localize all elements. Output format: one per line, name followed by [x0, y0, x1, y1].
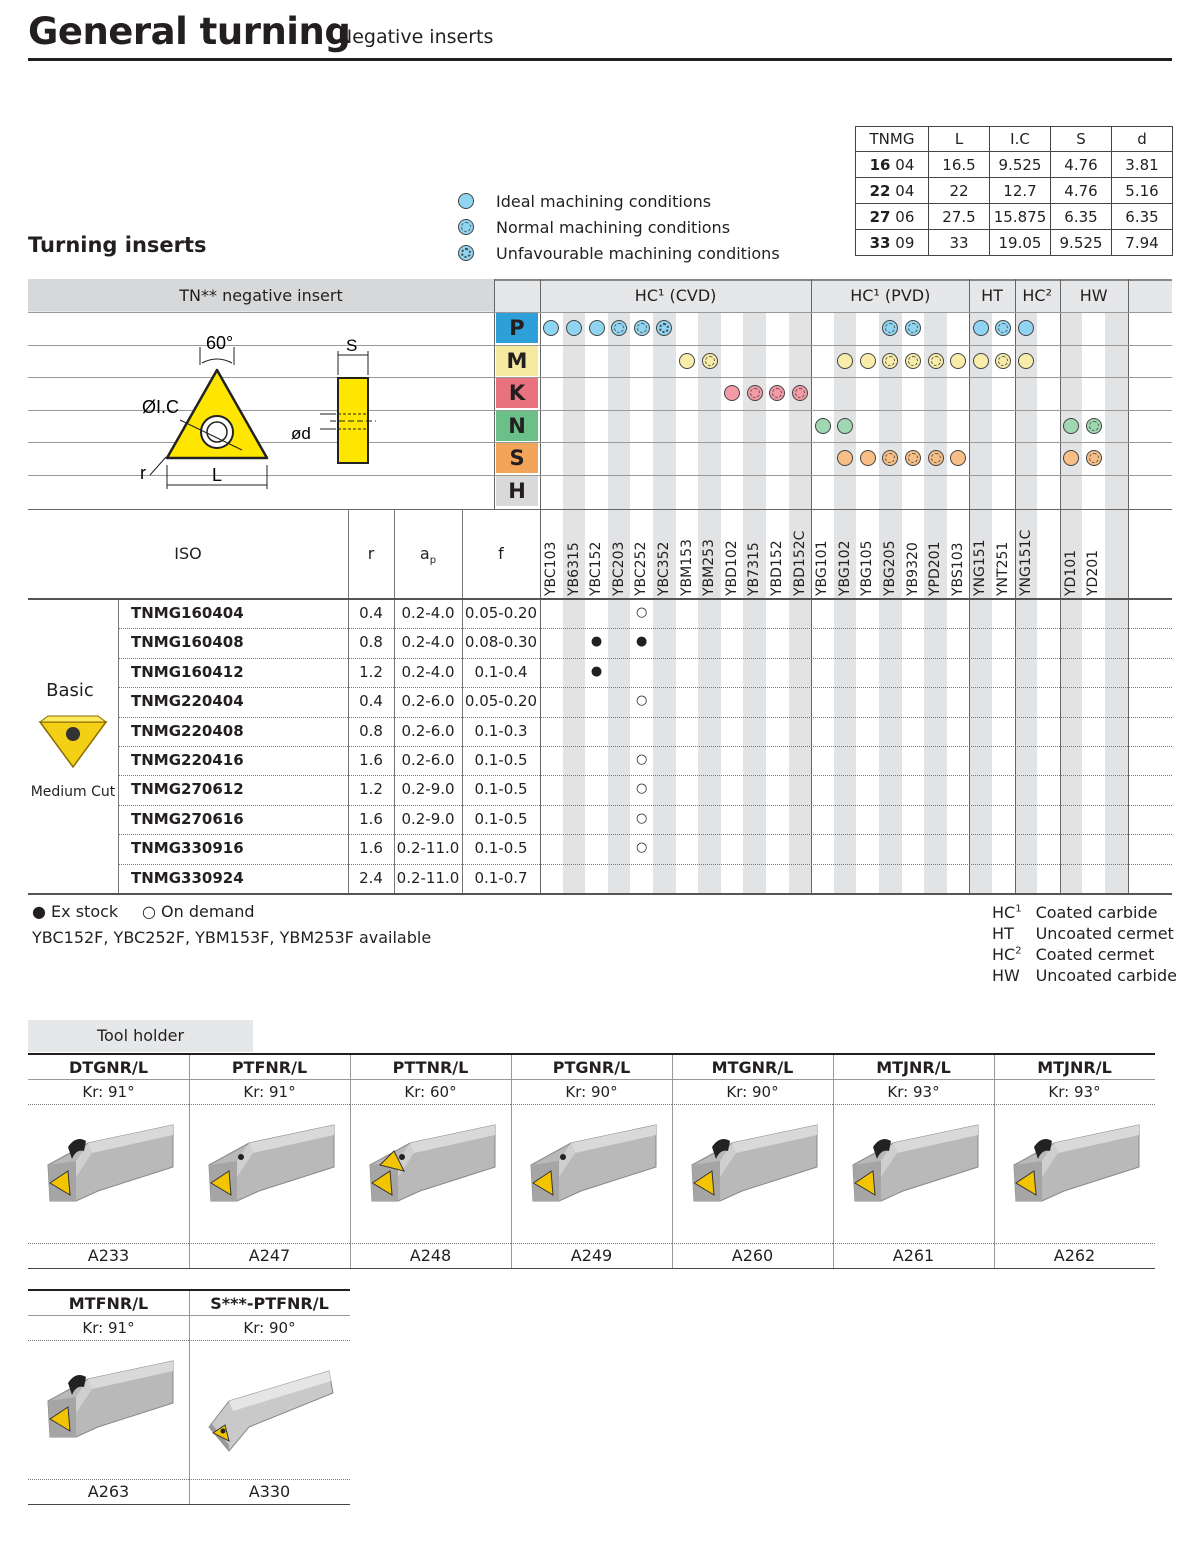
holder-picture: [994, 1105, 1155, 1241]
hc-code: $HC^2$: [992, 945, 1022, 964]
group-separator: [1015, 279, 1016, 893]
holder-name: MTFNR/L: [28, 1289, 189, 1316]
holder-image: [28, 1105, 189, 1241]
hc-code: HW: [992, 966, 1020, 985]
applicability-circle-icon: [724, 385, 740, 401]
holder-name: PTGNR/L: [511, 1053, 672, 1080]
holder-name: PTTNR/L: [350, 1053, 511, 1080]
row-divider: [118, 834, 1172, 835]
ap-sub: p: [429, 555, 437, 567]
radius-value: 1.6: [359, 809, 383, 828]
insert-thumb-hole: [66, 727, 80, 741]
dims-value-cell: 4.76: [1051, 178, 1112, 204]
applicability-circle-icon: [882, 353, 898, 369]
legend-ideal: [458, 188, 780, 214]
dims-value-cell: 4.76: [1051, 152, 1112, 178]
ap-label: a: [419, 544, 430, 563]
ic-label: ØI.C: [142, 397, 180, 417]
holder-image: [350, 1105, 511, 1241]
tool-holder-card: [189, 1053, 350, 1269]
grade-name: YD101: [1062, 549, 1079, 596]
dims-size-cell: 27 06: [856, 204, 929, 230]
section-title: Turning inserts: [28, 233, 207, 257]
radius-value: 0.8: [359, 633, 383, 652]
insert-hole-inner-shape: [207, 422, 227, 442]
grade-column-stripe: [879, 312, 902, 893]
applicability-circle-icon: [1086, 450, 1102, 466]
grade-column-stripe: [563, 312, 586, 893]
applicability-circle-icon: [1063, 418, 1079, 434]
holder-image: [28, 1341, 189, 1477]
holder-page-link[interactable]: A249: [511, 1243, 672, 1269]
holder-name: DTGNR/L: [28, 1053, 189, 1080]
on-demand-legend: ○ On demand: [142, 902, 255, 921]
ideal-circle-icon: [458, 193, 474, 209]
grade-column-stripe: [698, 312, 721, 893]
ap-value: 0.2-11.0: [396, 839, 460, 858]
insert-header: TN** negative insert: [179, 286, 343, 305]
applicability-circle-icon: [905, 450, 921, 466]
material-row-line: [28, 312, 1172, 313]
hc-code: $HC^1$: [992, 903, 1022, 922]
ap-value: 0.2-9.0: [401, 780, 455, 799]
iso-code: TNMG160412: [131, 662, 244, 681]
iso-code: TNMG220404: [131, 692, 244, 711]
holder-page-link[interactable]: A330: [189, 1479, 350, 1505]
grade-column-stripe: [1015, 312, 1038, 893]
legend-unfav: [458, 240, 780, 266]
ap-value: 0.2-9.0: [401, 809, 455, 828]
hc-desc: Coated carbide: [1035, 903, 1158, 922]
grade-column-stripe: [1060, 312, 1083, 893]
l-label: L: [212, 465, 223, 485]
holder-page-link[interactable]: A262: [994, 1243, 1155, 1269]
grade-name: YNG151: [972, 539, 989, 596]
col-header-f: f: [498, 544, 504, 563]
holder-name: MTJNR/L: [833, 1053, 994, 1080]
group-header-pvd: HC¹ (PVD): [850, 286, 931, 305]
grade-name: YBG205: [882, 540, 898, 596]
hc-legend-row: [992, 944, 1183, 965]
insert-thumbnail: [38, 712, 108, 772]
insert-cut-type: Medium Cut: [30, 784, 116, 800]
material-label-M: M: [496, 346, 538, 376]
grade-column-stripe: [969, 312, 992, 893]
applicability-circle-icon: [611, 320, 627, 336]
applicability-circle-icon: [837, 450, 853, 466]
ap-value: 0.2-6.0: [401, 692, 455, 711]
dims-row: [856, 178, 1173, 204]
f-value: 0.1-0.4: [474, 662, 528, 681]
tool-holder-card: [672, 1053, 833, 1269]
iso-code: TNMG160404: [131, 604, 244, 622]
holder-picture: [511, 1105, 672, 1241]
grade-name: YPD201: [927, 541, 944, 596]
iso-code: TNMG270616: [131, 809, 244, 828]
ap-value: 0.2-6.0: [401, 751, 455, 769]
applicability-circle-icon: [543, 320, 559, 336]
available-note: YBC152F, YBC252F, YBM153F, YBM253F available: [32, 928, 432, 947]
group-separator: [540, 279, 541, 893]
normal-circle-icon: [458, 219, 474, 235]
page-title: General turning: [28, 10, 351, 53]
applicability-circle-icon: [837, 418, 853, 434]
grade-column-stripe: [834, 312, 857, 893]
col-header-iso: ISO: [174, 544, 202, 563]
angle-label: 60°: [206, 333, 234, 353]
hc-desc: Coated cermet: [1035, 945, 1155, 964]
ap-value: 0.2-4.0: [401, 633, 455, 652]
page-subtitle: Negative inserts: [338, 26, 494, 48]
tool-holder-card: [511, 1053, 672, 1269]
holder-name: S***-PTFNR/L: [189, 1289, 350, 1316]
holder-image: [511, 1105, 672, 1241]
grade-column-stripe: [924, 312, 947, 893]
dims-value-cell: 19.05: [990, 230, 1051, 256]
dims-row: [856, 230, 1173, 256]
dims-value-cell: 9.525: [1051, 230, 1112, 256]
applicability-circle-icon: [792, 385, 808, 401]
holder-kr: Kr: 91°: [28, 1079, 189, 1105]
holder-page-link[interactable]: A263: [28, 1479, 189, 1505]
dims-value-cell: 3.81: [1112, 152, 1173, 178]
applicability-circle-icon: [1018, 320, 1034, 336]
material-label-S: S: [496, 443, 538, 473]
dims-value-cell: 6.35: [1112, 204, 1173, 230]
ex-stock-mark: ●: [590, 663, 603, 679]
grade-name: YBD152C: [791, 530, 808, 596]
grade-name: YBM153: [678, 539, 695, 596]
dims-value-cell: 15.875: [990, 204, 1051, 230]
holder-picture: [833, 1105, 994, 1241]
grade-name: YBC103: [543, 541, 559, 596]
f-value: 0.05-0.20: [464, 604, 538, 622]
hc-code: HT: [992, 924, 1014, 943]
holder-image: [672, 1105, 833, 1241]
holder-picture: [672, 1105, 833, 1241]
on-demand-mark: ○: [636, 752, 648, 767]
radius-value: 0.8: [359, 721, 383, 740]
tool-holder-card: [833, 1053, 994, 1269]
grade-name: YB7315: [746, 542, 763, 596]
grade-name: YBC352: [656, 541, 672, 596]
dims-value-cell: 33: [929, 230, 990, 256]
ex-stock-mark: ●: [590, 634, 603, 650]
holder-picture: [28, 1341, 189, 1477]
group-header-ht: HT: [981, 286, 1003, 305]
on-demand-mark: ○: [636, 840, 648, 856]
row-divider: [118, 775, 1172, 776]
holder-kr: Kr: 60°: [350, 1079, 511, 1105]
grade-name: YBG102: [836, 540, 853, 596]
holder-page-link[interactable]: A260: [672, 1243, 833, 1269]
applicability-circle-icon: [973, 353, 989, 369]
holder-picture: [350, 1105, 511, 1241]
group-separator: [1128, 279, 1129, 893]
applicability-circle-icon: [679, 353, 695, 369]
grade-column-stripe: [653, 312, 676, 893]
col-header-r: r: [367, 544, 375, 563]
dims-row: [856, 204, 1173, 230]
grade-column-stripe: [1105, 312, 1128, 893]
on-demand-mark: ○: [636, 693, 648, 709]
applicability-circle-icon: [905, 353, 921, 369]
holder-page-link[interactable]: A261: [833, 1243, 994, 1269]
f-value: 0.1-0.5: [474, 751, 528, 769]
iso-code: TNMG220416: [131, 751, 244, 769]
s-label: S: [346, 336, 358, 355]
applicability-circle-icon: [1018, 353, 1034, 369]
applicability-circle-icon: [860, 353, 876, 369]
hc-desc: Uncoated carbide: [1035, 966, 1177, 985]
tool-holder-label: Tool holder: [28, 1020, 253, 1052]
holder-page-link[interactable]: A247: [189, 1243, 350, 1269]
r-leader: [150, 457, 166, 475]
grade-column-stripe: [608, 312, 631, 893]
applicability-circle-icon: [815, 418, 831, 434]
applicability-circle-icon: [973, 320, 989, 336]
grade-name: YBG101: [814, 540, 831, 596]
holder-picture: [189, 1341, 350, 1477]
d-label: ød: [291, 424, 311, 443]
grade-name: YBM253: [701, 539, 718, 596]
applicability-circle-icon: [860, 450, 876, 466]
holder-picture: [189, 1105, 350, 1241]
group-header-hw: HW: [1079, 286, 1108, 305]
f-value: 0.1-0.5: [474, 780, 528, 799]
row-divider: [118, 628, 1172, 629]
holder-image: [189, 1105, 350, 1241]
holder-name: MTJNR/L: [994, 1053, 1155, 1080]
holder-name: PTFNR/L: [189, 1053, 350, 1080]
dims-value-cell: 7.94: [1112, 230, 1173, 256]
group-header-hc2: HC²: [1022, 286, 1052, 305]
hc-desc: Uncoated cermet: [1035, 924, 1174, 943]
grade-name: YD201: [1085, 549, 1102, 596]
material-label-K: K: [496, 378, 538, 408]
holder-image: [833, 1105, 994, 1241]
dims-value-cell: 22: [929, 178, 990, 204]
applicability-circle-icon: [769, 385, 785, 401]
applicability-circle-icon: [995, 353, 1011, 369]
f-value: 0.1-0.5: [474, 809, 528, 828]
holder-kr: Kr: 91°: [28, 1315, 189, 1341]
radius-value: 1.2: [359, 780, 383, 799]
iso-code: TNMG220408: [131, 721, 244, 740]
radius-value: 0.4: [359, 692, 383, 711]
holder-kr: Kr: 93°: [994, 1079, 1155, 1105]
unfav-circle-icon: [458, 245, 474, 261]
grade-name: YB9320: [904, 542, 921, 596]
grade-name: YB6315: [565, 542, 582, 596]
row-divider: [118, 717, 1172, 718]
group-separator: [811, 279, 812, 893]
title-rule: [28, 58, 1172, 61]
applicability-circle-icon: [1063, 450, 1079, 466]
applicability-circle-icon: [950, 450, 966, 466]
row-divider: [118, 746, 1172, 747]
applicability-circle-icon: [747, 385, 763, 401]
group-separator: [1060, 279, 1061, 893]
material-label-N: N: [496, 411, 538, 441]
dims-value-cell: 6.35: [1051, 204, 1112, 230]
radius-value: 1.6: [359, 839, 383, 858]
iso-code: TNMG270612: [131, 780, 244, 799]
hc-legend: [992, 902, 1183, 986]
holder-kr: Kr: 90°: [189, 1315, 350, 1341]
applicability-circle-icon: [566, 320, 582, 336]
holder-picture: [28, 1105, 189, 1241]
row-divider: [118, 864, 1172, 865]
dims-header-row: [856, 127, 1173, 152]
insert-thumb-top: [40, 716, 106, 722]
dims-value-cell: 27.5: [929, 204, 990, 230]
col-header-ap: [394, 544, 462, 566]
on-demand-mark: ○: [636, 810, 648, 826]
iso-code: TNMG330916: [131, 839, 244, 858]
applicability-circle-icon: [950, 353, 966, 369]
legend-normal: [458, 214, 780, 240]
tool-holder-card: [994, 1053, 1155, 1269]
tool-holder-card: [28, 1053, 189, 1269]
dims-value-cell: 9.525: [990, 152, 1051, 178]
f-value: 0.1-0.3: [474, 721, 528, 740]
f-value: 0.05-0.20: [464, 692, 538, 711]
grade-name: YBC152: [588, 541, 605, 596]
grade-name: YNG151C: [1017, 529, 1034, 596]
r-label: r: [140, 463, 146, 483]
ex-stock-mark: ●: [636, 634, 648, 650]
applicability-circle-icon: [589, 320, 605, 336]
row-divider: [118, 687, 1172, 688]
grade-name: YBD102: [723, 540, 740, 596]
legend-unfav-label: Unfavourable machining conditions: [496, 243, 780, 263]
dims-size-cell: 22 04: [856, 178, 929, 204]
grade-name: YNT251: [995, 541, 1011, 596]
table-bottom-line: [28, 893, 1172, 895]
header-bottom-line: [28, 598, 1172, 600]
ap-value: 0.2-4.0: [401, 604, 455, 622]
hc-legend-row: [992, 923, 1183, 944]
applicability-circle-icon: [905, 320, 921, 336]
row-divider: [118, 658, 1172, 659]
f-value: 0.1-0.5: [474, 839, 528, 858]
grade-name-line: [28, 509, 1172, 510]
insert-diagram: [130, 325, 390, 495]
iso-code: TNMG160408: [131, 633, 244, 652]
tool-holder-card: [28, 1289, 189, 1505]
ex-stock-legend: ● Ex stock: [32, 902, 119, 921]
applicability-circle-icon: [634, 320, 650, 336]
holder-kr: Kr: 90°: [672, 1079, 833, 1105]
dims-row: [856, 152, 1173, 178]
holder-kr: Kr: 93°: [833, 1079, 994, 1105]
grade-name: YBS103: [949, 542, 966, 596]
applicability-circle-icon: [702, 353, 718, 369]
grade-name: YBC252: [633, 541, 650, 596]
dims-header: TNMG: [856, 127, 929, 152]
angle-arc: [202, 359, 232, 363]
applicability-circle-icon: [928, 450, 944, 466]
row-divider: [118, 805, 1172, 806]
holder-image: [994, 1105, 1155, 1241]
radius-value: 1.6: [359, 751, 383, 769]
dims-table: [855, 126, 1173, 256]
group-header-cvd: HC¹ (CVD): [634, 286, 717, 305]
dims-value-cell: 5.16: [1112, 178, 1173, 204]
ap-value: 0.2-6.0: [401, 721, 455, 740]
material-label-P: P: [496, 313, 538, 343]
radius-value: 1.2: [359, 662, 383, 681]
dims-size-cell: 33 09: [856, 230, 929, 256]
f-value: 0.08-0.30: [464, 633, 538, 652]
dims-header: L: [929, 127, 990, 152]
radius-value: 0.4: [359, 604, 383, 622]
holder-page-link[interactable]: A233: [28, 1243, 189, 1269]
grade-name: YBG105: [859, 540, 876, 596]
applicability-circle-icon: [837, 353, 853, 369]
dims-value-cell: 16.5: [929, 152, 990, 178]
on-demand-mark: ○: [636, 605, 648, 620]
ap-value: 0.2-11.0: [396, 868, 460, 887]
holder-kr: Kr: 90°: [511, 1079, 672, 1105]
legend-ideal-label: Ideal machining conditions: [496, 191, 712, 211]
tool-holder-card: [350, 1053, 511, 1269]
holder-image: [189, 1341, 350, 1477]
dims-header: I.C: [990, 127, 1051, 152]
conditions-legend: [458, 188, 780, 266]
insert-group-name: Basic: [46, 680, 94, 701]
material-label-H: H: [496, 476, 538, 506]
grade-name: YBC203: [610, 541, 627, 596]
dims-header: d: [1112, 127, 1173, 152]
on-demand-mark: ○: [636, 781, 648, 797]
grade-name: YBD152: [769, 540, 785, 596]
legend-normal-label: Normal machining conditions: [496, 217, 731, 237]
holder-name: MTGNR/L: [672, 1053, 833, 1080]
f-value: 0.1-0.7: [474, 868, 528, 887]
holder-page-link[interactable]: A248: [350, 1243, 511, 1269]
radius-value: 2.4: [359, 868, 383, 887]
applicability-circle-icon: [995, 320, 1011, 336]
hc-legend-row: [992, 902, 1183, 923]
iso-code: TNMG330924: [131, 868, 244, 887]
dims-size-cell: 16 04: [856, 152, 929, 178]
applicability-circle-icon: [1086, 418, 1102, 434]
tool-holder-card: [189, 1289, 350, 1505]
dims-header: S: [1051, 127, 1112, 152]
group-separator: [969, 279, 970, 893]
dims-value-cell: 12.7: [990, 178, 1051, 204]
hc-legend-row: [992, 965, 1183, 986]
ap-value: 0.2-4.0: [401, 662, 455, 681]
applicability-circle-icon: [928, 353, 944, 369]
holder-kr: Kr: 91°: [189, 1079, 350, 1105]
